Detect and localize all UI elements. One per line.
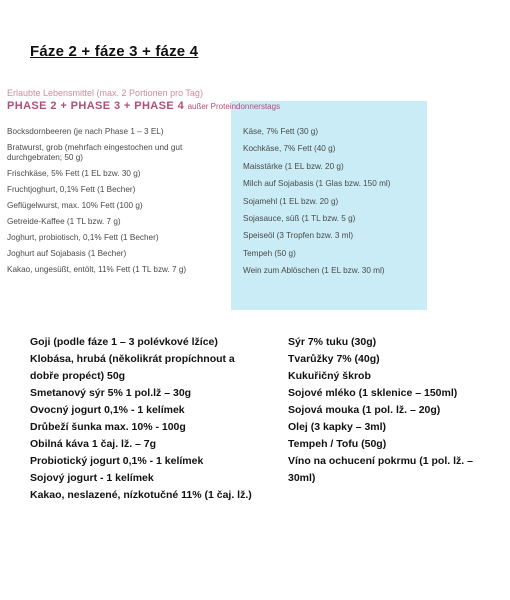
scanned-food-list-image bbox=[6, 86, 430, 310]
list-item: Sýr 7% tuku (30g) bbox=[288, 336, 377, 348]
list-item: Bratwurst, grob (mehrfach eingestochen und gut durchgebraten; 50 g) bbox=[7, 143, 183, 162]
list-item: Sojamehl (1 EL bzw. 20 g) bbox=[243, 196, 339, 206]
scan-left-column bbox=[7, 127, 225, 281]
czech-left-column bbox=[30, 334, 265, 504]
list-item: Kochkäse, 7% Fett (40 g) bbox=[243, 144, 336, 154]
scan-subtitle: Erlaubte Lebensmittel (max. 2 Portionen pro Tag) bbox=[7, 88, 203, 98]
phase-note: außer Proteindonnerstags bbox=[187, 102, 281, 111]
list-item: Getreide-Kaffee (1 TL bzw. 7 g) bbox=[7, 217, 121, 226]
czech-right-column bbox=[288, 334, 488, 487]
list-item: Milch auf Sojabasis (1 Glas bzw. 150 ml) bbox=[243, 179, 391, 189]
list-item: Víno na ochucení pokrmu (1 pol. lž. – 30ml) bbox=[288, 455, 473, 484]
scan-right-column bbox=[243, 127, 428, 284]
phase-line: PHASE 2 + PHASE 3 + PHASE 4 bbox=[7, 100, 185, 112]
list-item: Goji (podle fáze 1 – 3 polévkové lžíce) bbox=[30, 336, 218, 348]
list-item: Bocksdornbeeren (je nach Phase 1 – 3 EL) bbox=[7, 127, 164, 136]
list-item: Speiseöl (3 Tropfen bzw. 3 ml) bbox=[243, 231, 354, 241]
list-item: Drůbeží šunka max. 10% - 100g bbox=[30, 421, 186, 433]
list-item: Geflügelwurst, max. 10% Fett (100 g) bbox=[7, 201, 143, 210]
page-title: Fáze 2 + fáze 3 + fáze 4 bbox=[30, 43, 199, 60]
list-item: Joghurt, probiotisch, 0,1% Fett (1 Becher) bbox=[7, 233, 159, 242]
list-item: Olej (3 kapky – 3ml) bbox=[288, 421, 387, 433]
list-item: Klobása, hrubá (několikrát propíchnout a dobře propéct) 50g bbox=[30, 353, 235, 382]
list-item: Sojový jogurt - 1 kelímek bbox=[30, 472, 154, 484]
list-item: Smetanový sýr 5% 1 pol.lž – 30g bbox=[30, 387, 192, 399]
list-item: Wein zum Ablöschen (1 EL bzw. 30 ml) bbox=[243, 266, 385, 276]
list-item: Sojové mléko (1 sklenice – 150ml) bbox=[288, 387, 458, 399]
list-item: Fruchtjoghurt, 0,1% Fett (1 Becher) bbox=[7, 185, 136, 194]
list-item: Joghurt auf Sojabasis (1 Becher) bbox=[7, 249, 127, 258]
list-item: Kakao, neslazené, nízkotučné 11% (1 čaj. lž.) bbox=[30, 489, 252, 501]
list-item: Obilná káva 1 čaj. lž. – 7g bbox=[30, 438, 157, 450]
phase-heading bbox=[7, 100, 280, 112]
list-item: Frischkäse, 5% Fett (1 EL bzw. 30 g) bbox=[7, 169, 141, 178]
list-item: Kukuřičný škrob bbox=[288, 370, 371, 382]
list-item: Ovocný jogurt 0,1% - 1 kelímek bbox=[30, 404, 185, 416]
list-item: Tvarůžky 7% (40g) bbox=[288, 353, 380, 365]
list-item: Kakao, ungesüßt, entölt, 11% Fett (1 TL bzw. 7 g) bbox=[7, 265, 187, 274]
list-item: Maisstärke (1 EL bzw. 20 g) bbox=[243, 161, 344, 171]
list-item: Tempeh (50 g) bbox=[243, 248, 296, 258]
list-item: Käse, 7% Fett (30 g) bbox=[243, 127, 319, 136]
list-item: Sojasauce, süß (1 TL bzw. 5 g) bbox=[243, 213, 356, 223]
list-item: Probiotický jogurt 0,1% - 1 kelímek bbox=[30, 455, 204, 467]
list-item: Sojová mouka (1 pol. lž. – 20g) bbox=[288, 404, 441, 416]
list-item: Tempeh / Tofu (50g) bbox=[288, 438, 387, 450]
